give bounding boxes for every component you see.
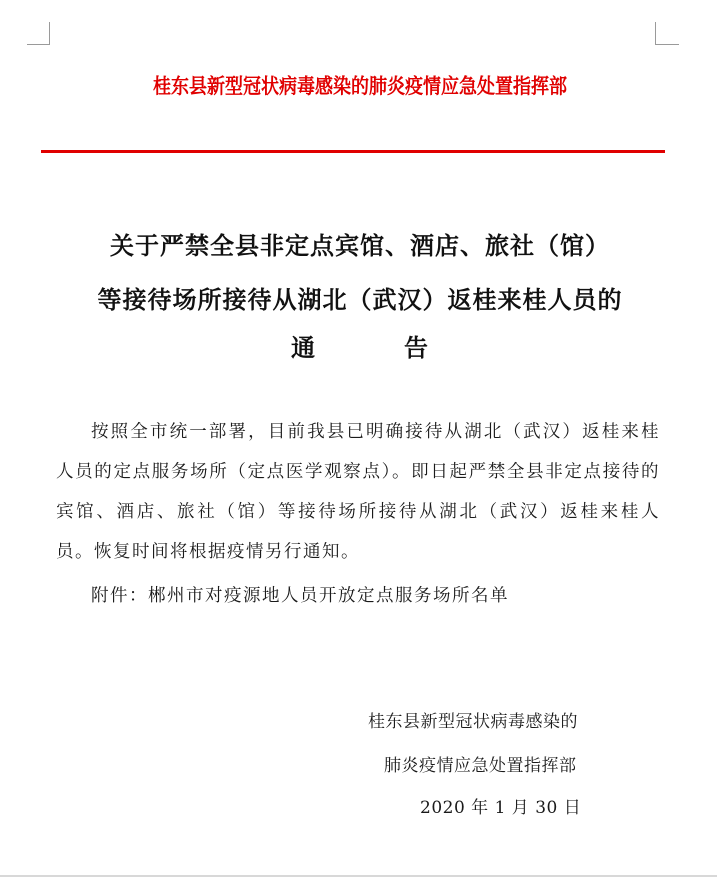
notice-title-char-tong: 通 xyxy=(291,334,316,362)
signature-org-line-1: 桂东县新型冠状病毒感染的 xyxy=(368,712,578,732)
crop-mark-top-right xyxy=(655,22,656,45)
crop-mark-top-left xyxy=(27,44,49,45)
signature-date: 2020 年 1 月 30 日 xyxy=(420,798,582,818)
page-bottom-edge xyxy=(0,875,717,877)
crop-mark-top-left xyxy=(49,22,50,45)
notice-title-line-3 xyxy=(30,328,690,363)
organization-header-title: 桂东县新型冠状病毒感染的肺炎疫情应急处置指挥部 xyxy=(153,74,567,99)
crop-mark-top-right xyxy=(655,44,679,45)
signature-org-line-2: 肺炎疫情应急处置指挥部 xyxy=(384,756,577,776)
notice-body-paragraph: 按照全市统一部署，目前我县已明确接待从湖北（武汉）返桂来桂人员的定点服务场所（定点医学观察点）。即日起严禁全县非定点接待的宾馆、酒店、旅社（馆）等接待场所接待从湖北（武汉）返桂来桂人员。恢复时间将根据疫情另行通知。 xyxy=(56,422,660,562)
header-red-rule xyxy=(41,150,665,153)
notice-title-line-2: 等接待场所接待从湖北（武汉）返桂来桂人员的 xyxy=(97,286,623,314)
notice-title-char-gao: 告 xyxy=(404,334,429,362)
notice-title-line-1: 关于严禁全县非定点宾馆、酒店、旅社（馆） xyxy=(110,232,610,260)
attachment-line: 附件：郴州市对疫源地人员开放定点服务场所名单 xyxy=(91,586,509,606)
